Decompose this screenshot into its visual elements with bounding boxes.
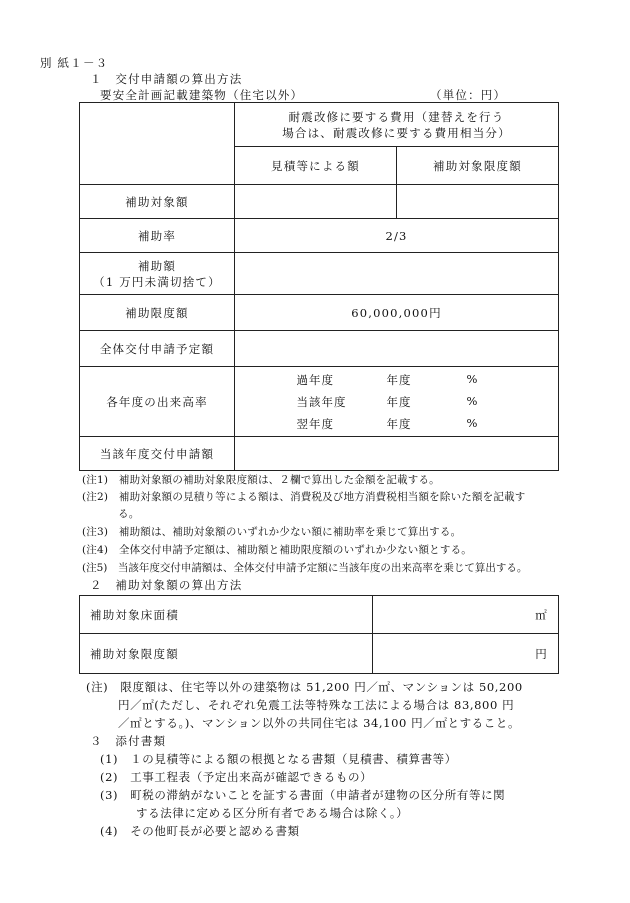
progress-label-next: 翌年度 — [296, 416, 334, 431]
attachment-item-1: (1) １の見積等による額の根拠となる書類（見積書、積算書等） — [100, 752, 457, 766]
row-label-rate: 補助率 — [80, 219, 235, 253]
note-2: (注2) 補助対象額の見積り等による額は、消費税及び地方消費税相当額を除いた額を記載す — [82, 491, 526, 503]
cell-progress-values — [235, 367, 559, 437]
cell-current-value — [235, 437, 559, 471]
note-4: (注4) 全体交付申請予定額は、補助額と補助限度額のいずれか少ない額とする。 — [82, 544, 472, 556]
progress-year-current: 年度 — [386, 394, 412, 409]
header-estimate: 見積等による額 — [235, 147, 397, 185]
cell-amount-value — [235, 253, 559, 295]
cell-target-estimate — [235, 185, 397, 219]
attachment-item-2: (2) 工事工程表（予定出来高が確認できるもの） — [100, 770, 373, 784]
progress-pct-past: % — [466, 371, 479, 386]
row-label-current: 当該年度交付申請額 — [80, 437, 235, 471]
note-2-cont: る。 — [118, 508, 140, 520]
progress-year-past: 年度 — [386, 372, 412, 387]
cell-total-value — [235, 331, 559, 367]
area-table — [79, 595, 559, 674]
attachment-label: 別 紙１－３ — [40, 56, 109, 70]
row-label-progress: 各年度の出来高率 — [80, 367, 235, 437]
row-label-floor-area: 補助対象床面積 — [80, 596, 373, 634]
row-label-target-limit: 補助対象限度額 — [80, 634, 373, 674]
cell-floor-area-unit: ㎡ — [373, 596, 559, 634]
row-label-target: 補助対象額 — [80, 185, 235, 219]
table-corner-cell — [80, 103, 235, 185]
header-seismic-cost-line1: 耐震改修に要する費用（建替えを行う — [288, 109, 505, 124]
note-limit-line1: (注) 限度額は、住宅等以外の建築物は 51,200 円／㎡、マンションは 50,200 — [86, 680, 523, 694]
progress-pct-next: % — [466, 415, 479, 430]
cell-target-limit-unit: 円 — [373, 634, 559, 674]
attachment-item-4: (4) その他町長が必要と認める書類 — [100, 824, 300, 838]
row-label-amount — [80, 253, 235, 295]
cell-rate-value: 2/3 — [235, 219, 559, 253]
row-label-limit: 補助限度額 — [80, 295, 235, 331]
header-seismic-cost-line2: 場合は、耐震改修に要する費用相当分） — [282, 125, 511, 140]
cell-limit-value: 60,000,000円 — [235, 295, 559, 331]
row-label-amount-line1: 補助額 — [137, 258, 177, 273]
table-subtitle: 要安全計画記載建築物（住宅以外） — [100, 88, 304, 102]
header-limit: 補助対象限度額 — [397, 147, 559, 185]
section-1-heading: １ 交付申請額の算出方法 — [90, 72, 243, 86]
progress-label-current: 当該年度 — [296, 394, 347, 409]
row-label-amount-line2: （1 万円未満切捨て） — [93, 274, 221, 289]
note-1: (注1) 補助対象額の補助対象限度額は、２欄で算出した金額を記載する。 — [82, 474, 440, 486]
note-limit-line2: 円／㎡(ただし、それぞれ免震工法等特殊な工法による場合は 83,800 円 — [118, 698, 515, 712]
progress-rate-grid — [235, 372, 558, 432]
progress-pct-current: % — [466, 393, 479, 408]
note-limit-line3: ／㎡とする。)、マンション以外の共同住宅は 34,100 円／㎡とすること。 — [118, 716, 521, 730]
attachment-item-3-cont: する法律に定める区分所有者である場合は除く。） — [136, 806, 409, 820]
note-3: (注3) 補助額は、補助対象額のいずれか少ない額に補助率を乗じて算出する。 — [82, 526, 462, 538]
application-amount-table — [79, 102, 559, 471]
progress-year-next: 年度 — [386, 416, 412, 431]
progress-label-past: 過年度 — [296, 372, 334, 387]
cell-target-limit — [397, 185, 559, 219]
unit-label: （単位：円） — [430, 88, 507, 102]
section-3-heading: ３ 添付書類 — [90, 734, 167, 748]
row-label-total: 全体交付申請予定額 — [80, 331, 235, 367]
attachment-item-3: (3) 町税の滞納がないことを証する書面（申請者が建物の区分所有等に関 — [100, 788, 506, 802]
section-2-heading: ２ 補助対象額の算出方法 — [90, 578, 243, 592]
note-5: (注5) 当該年度交付申請額は、全体交付申請予定額に当該年度の出来高率を乗じて算出する。 — [82, 562, 528, 574]
header-seismic-cost — [235, 103, 559, 147]
